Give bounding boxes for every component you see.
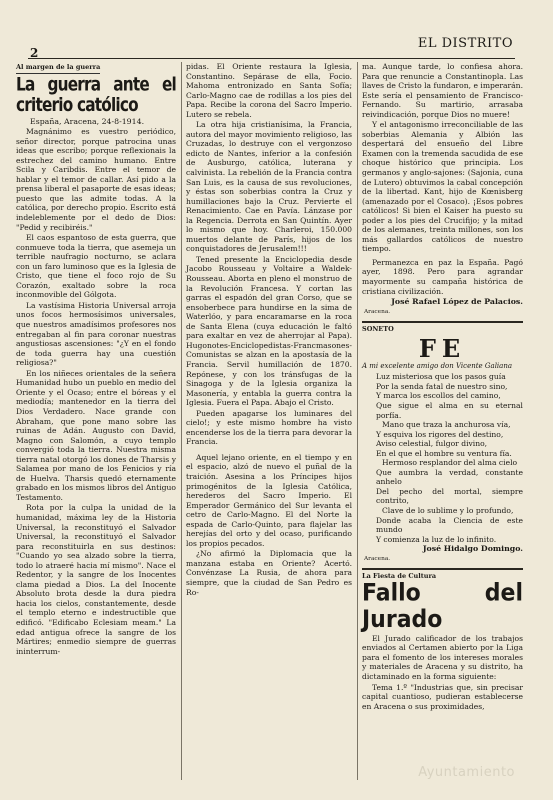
paragraph: La vastísima Historia Universal arroja unos focos hermosísimos universales, que nuestros amadísimos profesores nos entregaban al fin para coronar nuestras angustiosas ascensiones: "¿Y en el fondo de toda guerra hay una cuestión religiosa?" (16, 300, 176, 368)
poem-line: Que sigue el alma en su eternal porfía. (376, 400, 523, 420)
paragraph: pidas. El Oriente restaura la Iglesia, Constantino. Sepárase de ella, Focio. Mahoma entronizado en Santa Sofía; Carlo-Magno cae de rodillas a los pies del Papa. Recibe la corona del Sacro Imperio. Lutero se rebela. (186, 62, 352, 119)
poem-line: Donde acaba la Ciencia de este mundo (376, 515, 523, 535)
paragraph: Tened presente la Enciclopedia desde Jacobo Rousseau y Voltaire a Waldek-Rousseau. Aborta en pleno el monstruo de la Revolución Francesa. Y cortan las garras el espadón del gran Corso, que se ensoberbece para hundirse en la sima de Waterlóo, y para encaramarse en la roca de Santa Elena (cuya educación le faltó para exaltar en vez de aherrojar al Papa). Hugonotes-Enciclopedistas-Francmasones-Comunistas se alzan en la apostasía de la Francia. Servil humillación de 1870. Repónese, y con los tránsfugas de la Sinagoga y de la Iglesia organiza la Masonería, y entabla la guerra contra la Iglesia. Fuera el Papa. Abajo el Cristo. (186, 254, 352, 408)
poem-line: Clave de lo sublime y lo profundo, (382, 505, 514, 515)
paragraph: Permanezca en paz la España. Pagó ayer, 1898. Pero para agrandar mayormente su campaña histórica de cristiana civilización. (362, 257, 523, 296)
section-rule (362, 568, 523, 570)
poem-line: Y esquiva los rigores del destino, (376, 429, 504, 439)
column-divider (357, 62, 358, 780)
paragraph: El caos espantoso de esta guerra, que conmueve toda la tierra, que asemeja un terrible naufragio nocturno, se aclara con un faro luminoso que es la Iglesia de Cristo, que tiene el foco rojo de Su Corazón, exaltado sobre la roca inconmovible del Gólgota. (16, 233, 176, 300)
poem-label: SONETO (362, 325, 394, 334)
page-number: 2 (30, 46, 39, 60)
paragraph: Tema 1.º "Industrias que, sin precisar capital cuantioso, pudieran establecerse en Aracena o sus proximidades, (362, 682, 523, 711)
paragraph: Rota por la culpa la unidad de la humanidad, máxima ley de la Historia Universal, la reconstituyó el Salvador Universal, la reconstituyó el Salvador para reconstituirla en sus destinos: "Cuando yo sea alzado sobre la tierra, todo lo atraeré hacia mí mismo". Nace el Redentor, y la sangre de los Inocentes clama piedad a Dios. La del Inocente Absoluto brota desde la dura piedra hacia los cielos, constantemente, desde el templo eterno e indestructible que edificó. "Edificabo Eclesiam meam." La edad antigua ofrece la sangre de los Mártires; enmedio siempre de guerras ininterrum- (16, 503, 176, 656)
paragraph: En los niñeces orientales de la señera Humanidad hubo un pueblo en medio del Oriente y el Ocaso; entre el bóreas y el mediodía; mantenedor en la tierra del Dios Verdadero. Nace grande con Abraham, que pone mano sobre las ruinas de Adán. Augusto con David, Magno con Salomón, a cuyo templo convergió toda la tierra. Nuestra misma tierra natal otorgó los dones de Tharsis y Salamea por mano de los Fenicios y ría de Huelva. Tharsis quedó eternamente grabado en los mismos libros del Antiguo Testamento. (16, 368, 176, 502)
watermark: Ayuntamiento (418, 765, 515, 780)
paragraph: Aquel lejano oriente, en el tiempo y en el espacio, alzó de nuevo el puñal de la traición. Asesina a los Príncipes hijos primogénitos de la Iglesia Católica, herederos del Sacro Imperio. El Emperador Germánico del Sur levanta el cetro de Carlo-Magno. El del Norte la espada de Carlo-Quinto, para flajelar las herejías del orto y del ocaso, purificando los propios pecados. (186, 452, 352, 548)
column-2 (186, 62, 352, 598)
poem-line: En el que el hombre su ventura fía. (376, 448, 512, 458)
newspaper-title: EL DISTRITO (417, 36, 513, 51)
poem-line: Hermoso resplandor del alma cielo (382, 458, 518, 468)
poem-line: Mano que traza la anchurosa vía, (382, 420, 511, 430)
paragraph: ma. Aunque tarde, lo confiesa ahora. Para que renuncie a Constantinopla. Las llaves de Cristo la fundaron, e imperarán. Este sería el pensamiento de Francisco-Fernando. Su martirio, arrasaba reivindicación, porque Dios no muere! (362, 62, 523, 119)
poem-line: Que aumbra la verdad, constante anhelo (376, 467, 523, 487)
column-divider (181, 62, 182, 780)
poem-title: FE (418, 333, 467, 363)
column-1 (16, 62, 176, 657)
poem-line: Luz misteriosa que los pasos guía (376, 372, 506, 382)
poem-line: Aviso celestial, fulgor divino, (376, 439, 488, 449)
article-headline: Fallo del Jurado (362, 579, 523, 634)
author-place: Aracena. (364, 308, 391, 315)
article-kicker: La Fiesta de Cultura (362, 572, 437, 581)
poem-line: Y comienza la luz de lo infinito. (376, 534, 497, 544)
paragraph: Pueden apagarse los luminares del cielo!; y este mismo hombre ha visto encenderse los de la tierra para devorar la Francia. (186, 408, 352, 447)
paragraph: Y el antagonismo irreconciliable de las soberbias Alemania y Albión las despertará del ensueño del Libre Examen con la tremenda sacudida de ese choque histórico que principia. Los germanos y anglo-sajones: (Sajonia, cuna de Lutero) obtuvimos la cabal concepción de la libertad. Kant, hijo de Kœnisberg (amenazado por el Cosaco). ¡Esos pobres católicos! Si bien el Kaiser ha puesto su poder a los pies del Crucifijo; y la mitad de los alemanes, treinta millones, son los más gallardos católicos de nuestro tiempo. (362, 120, 523, 254)
section-rule (362, 321, 523, 323)
article-headline: La guerra ante el criterio católico (16, 73, 176, 117)
column-3 (362, 62, 523, 712)
poem-line: Del pecho del mortal, siempre contrito, (376, 486, 523, 506)
paragraph: La otra hija cristianísima, la Francia, autora del mayor movimiento religioso, las Cruzadas, lo destruye con el vergonzoso edicto de Nantes, inferior a la confesión de Ausburgo, católica, luterana y calvinista. La rebelión de la Francia contra San Luis, es la causa de sus revoluciones, y éstas son soberbias contra la Cruz y humillaciones bajo la Cruz. Pervierte el Renacimiento. Cae en Pavía. Lánzase por la Regencia. Derrota en San Quintín. Ayer lo mismo que hoy. Charleroi, 150.000 muertos delante de París, hijos de los conquistadores de Jerusalem!!! (186, 120, 352, 254)
poem-signature: José Hidalgo Domingo. (422, 544, 523, 554)
paragraph: ¿No afirmó la Diplomacia que la manzana estaba en Oriente? Acertó. Convénzase La Rusia, de ahora para siempre, que la ciudad de San Pedro es Ro- (186, 549, 352, 597)
dateline: España, Aracena, 24-8-1914. (30, 116, 145, 126)
poem-place: Aracena. (364, 555, 391, 562)
poem-line: Y marca los escollos del camino, (376, 391, 501, 401)
poem-dedication: A mi excelente amigo don Vicente Galiana (362, 361, 513, 370)
paragraph: Magnánimo es vuestro periódico, señor director, porque patrocina unas ideas que escribo; porque reflexionais la estrechez del camino humano. Entre Scila y Caribdis. Entre el temor de hablar y el temor de callar. Así pido a la prensa liberal el pasaporte de esas ideas; puesto que las admite todas. A la católica, por derecho propio. Escrito está indeleblemente por el dedo de Dios: "Pedid y recibiréis." (16, 127, 176, 232)
author-signature: José Rafael López de Palacios. (391, 297, 523, 307)
header-rule (28, 58, 515, 59)
paragraph: El Jurado calificador de los trabajos enviados al Certamen abierto por la Liga para el fomento de los intereses morales y materiales de Aracena y su distrito, ha dictaminado en la forma siguiente: (362, 633, 523, 681)
article-kicker: Al margen de la guerra (16, 63, 100, 74)
poem-line: Por la senda fatal de nuestro sino, (376, 381, 508, 391)
